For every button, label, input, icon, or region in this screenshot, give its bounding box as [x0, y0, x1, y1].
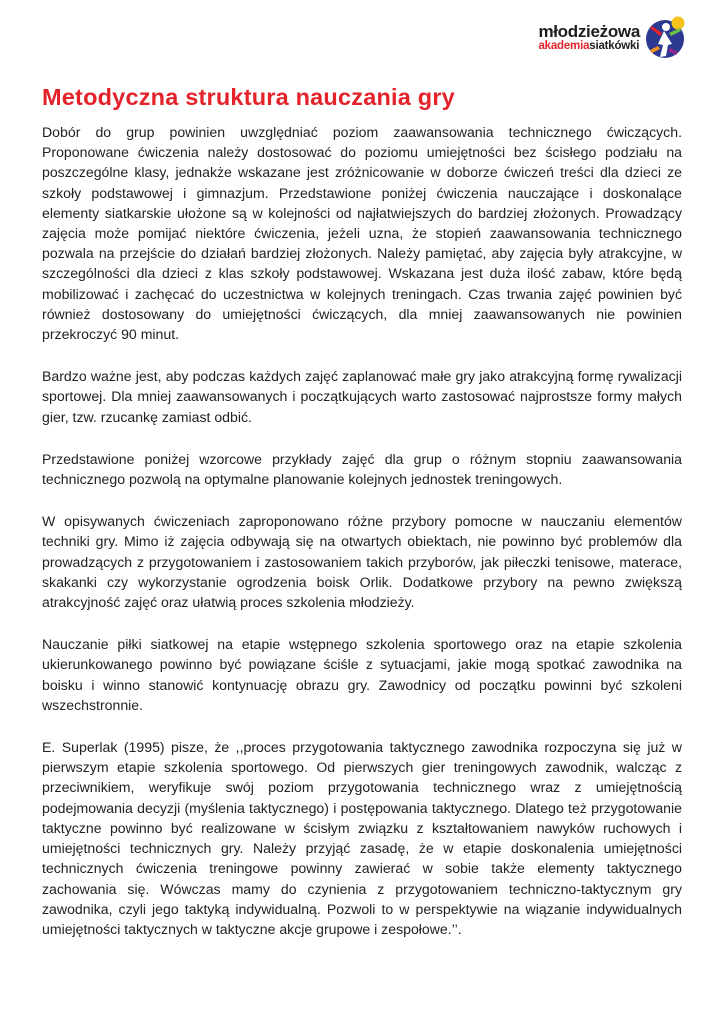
logo-wordmark	[538, 23, 640, 53]
paragraph-4: W opisywanych ćwiczeniach zaproponowano różne przybory pomocne w nauczaniu elementów techniki gry. Mimo iż zajęcia odbywają się na otwartych obiektach, nie powinno być problemów dla prowadzących z przygotowaniem i zastosowaniem takich przyborów, jak piłeczki tenisowe, materace, skakanki czy wykorzystanie ogrodzenia boisk Orlik. Dodatkowe przybory na pewno zwiększą atrakcyjność zajęć oraz ułatwią proces szkolenia młodzieży.	[42, 513, 682, 611]
volleyball-player-emblem-icon	[644, 14, 688, 62]
article-body	[42, 122, 682, 961]
page-title: Metodyczna struktura nauczania gry	[42, 84, 455, 110]
paragraph-1: Dobór do grup powinien uwzględniać poziom zaawansowania technicznego ćwiczących. Proponowane ćwiczenia należy dostosować do poziomu umiejętności bez ścisłego podziału na poszczególne klasy, jednakże wskazane jest zróżnicowanie w doborze ćwiczeń treści dla dzieci ze szkoły podstawowej i gimnazjum. Przedstawione poniżej ćwiczenia nauczające i doskonalące elementy siatkarskie ułożone są w kolejności od najłatwiejszych do bardziej złożonych. Prowadzący zajęcia może pomijać niektóre ćwiczenia, jeżeli uzna, że stopień zaawansowania technicznego pozwala na przejście do działań bardziej złożonych. Należy pamiętać, aby zajęcia były atrakcyjne, w szczególności dla dzieci z klas szkoły podstawowej. Wskazana jest duża ilość zabaw, które będą mobilizować i zachęcać do uczestnictwa w kolejnych treningach. Czas trwania zajęć powinien być również dostosowany do umiejętności ćwiczących, dla mniej zaawansowanych nie powinien przekroczyć 90 minut.	[42, 124, 682, 343]
logo-line-mlodziezowa: młodzieżowa	[538, 22, 640, 42]
logo-akademia-text: akademia	[538, 40, 590, 53]
paragraph-3: Przedstawione poniżej wzorcowe przykłady zajęć dla grup o różnym stopniu zaawansowania technicznego pozwolą na optymalne planowanie kolejnych jednostek treningowych.	[42, 450, 682, 488]
paragraph-6: E. Superlak (1995) pisze, że ,,proces przygotowania taktycznego zawodnika rozpoczyna się już w pierwszym etapie szkolenia sportowego. Od pierwszych gier treningowych zawodnik, walcząc z przeciwnikiem, weryfikuje swój poziom przygotowania technicznego wraz z umiejętnością podejmowania decyzji (myślenia taktycznego) i postępowania taktycznego. Dlatego też przygotowanie taktyczne powinno być realizowane w ścisłym związku z kształtowaniem nawyków ruchowych i umiejętności technicznych gry. Należy przyjąć zasadę, że w etapie doskonalenia umiejętności technicznych ćwiczenia treningowe powinny zawierać w sobie także elementy taktycznego zachowania się. Wówczas mamy do czynienia z przygotowaniem techniczno-taktycznym gry zawodnika, czyli jego taktyką indywidualną. Pozwoli to w perspektywie na wiązanie indywidualnych umiejętności taktycznych w taktyczne akcje grupowe i zespołowe.’’.	[42, 739, 682, 937]
logo-siatkowki-text: siatkówki	[589, 40, 640, 53]
paragraph-2: Bardzo ważne jest, aby podczas każdych zajęć zaplanować małe gry jako atrakcyjną formę rywalizacji sportowej. Dla mniej zaawansowanych i początkujących warto zastosować najprostsze formy małych gier, tzw. rzucankę zamiast odbić.	[42, 368, 682, 425]
logo-line-akademia-siatkowki	[538, 41, 640, 53]
paragraph-5: Nauczanie piłki siatkowej na etapie wstępnego szkolenia sportowego oraz na etapie szkolenia ukierunkowanego powinno być powiązane ściśle z sytuacjami, jakie mogą spotkać zawodnika na boisku i winno stanowić kontynuację obrazu gry. Zawodnicy od początku powinni być szkoleni wszechstronnie.	[42, 636, 682, 713]
brand-logo	[538, 14, 688, 62]
